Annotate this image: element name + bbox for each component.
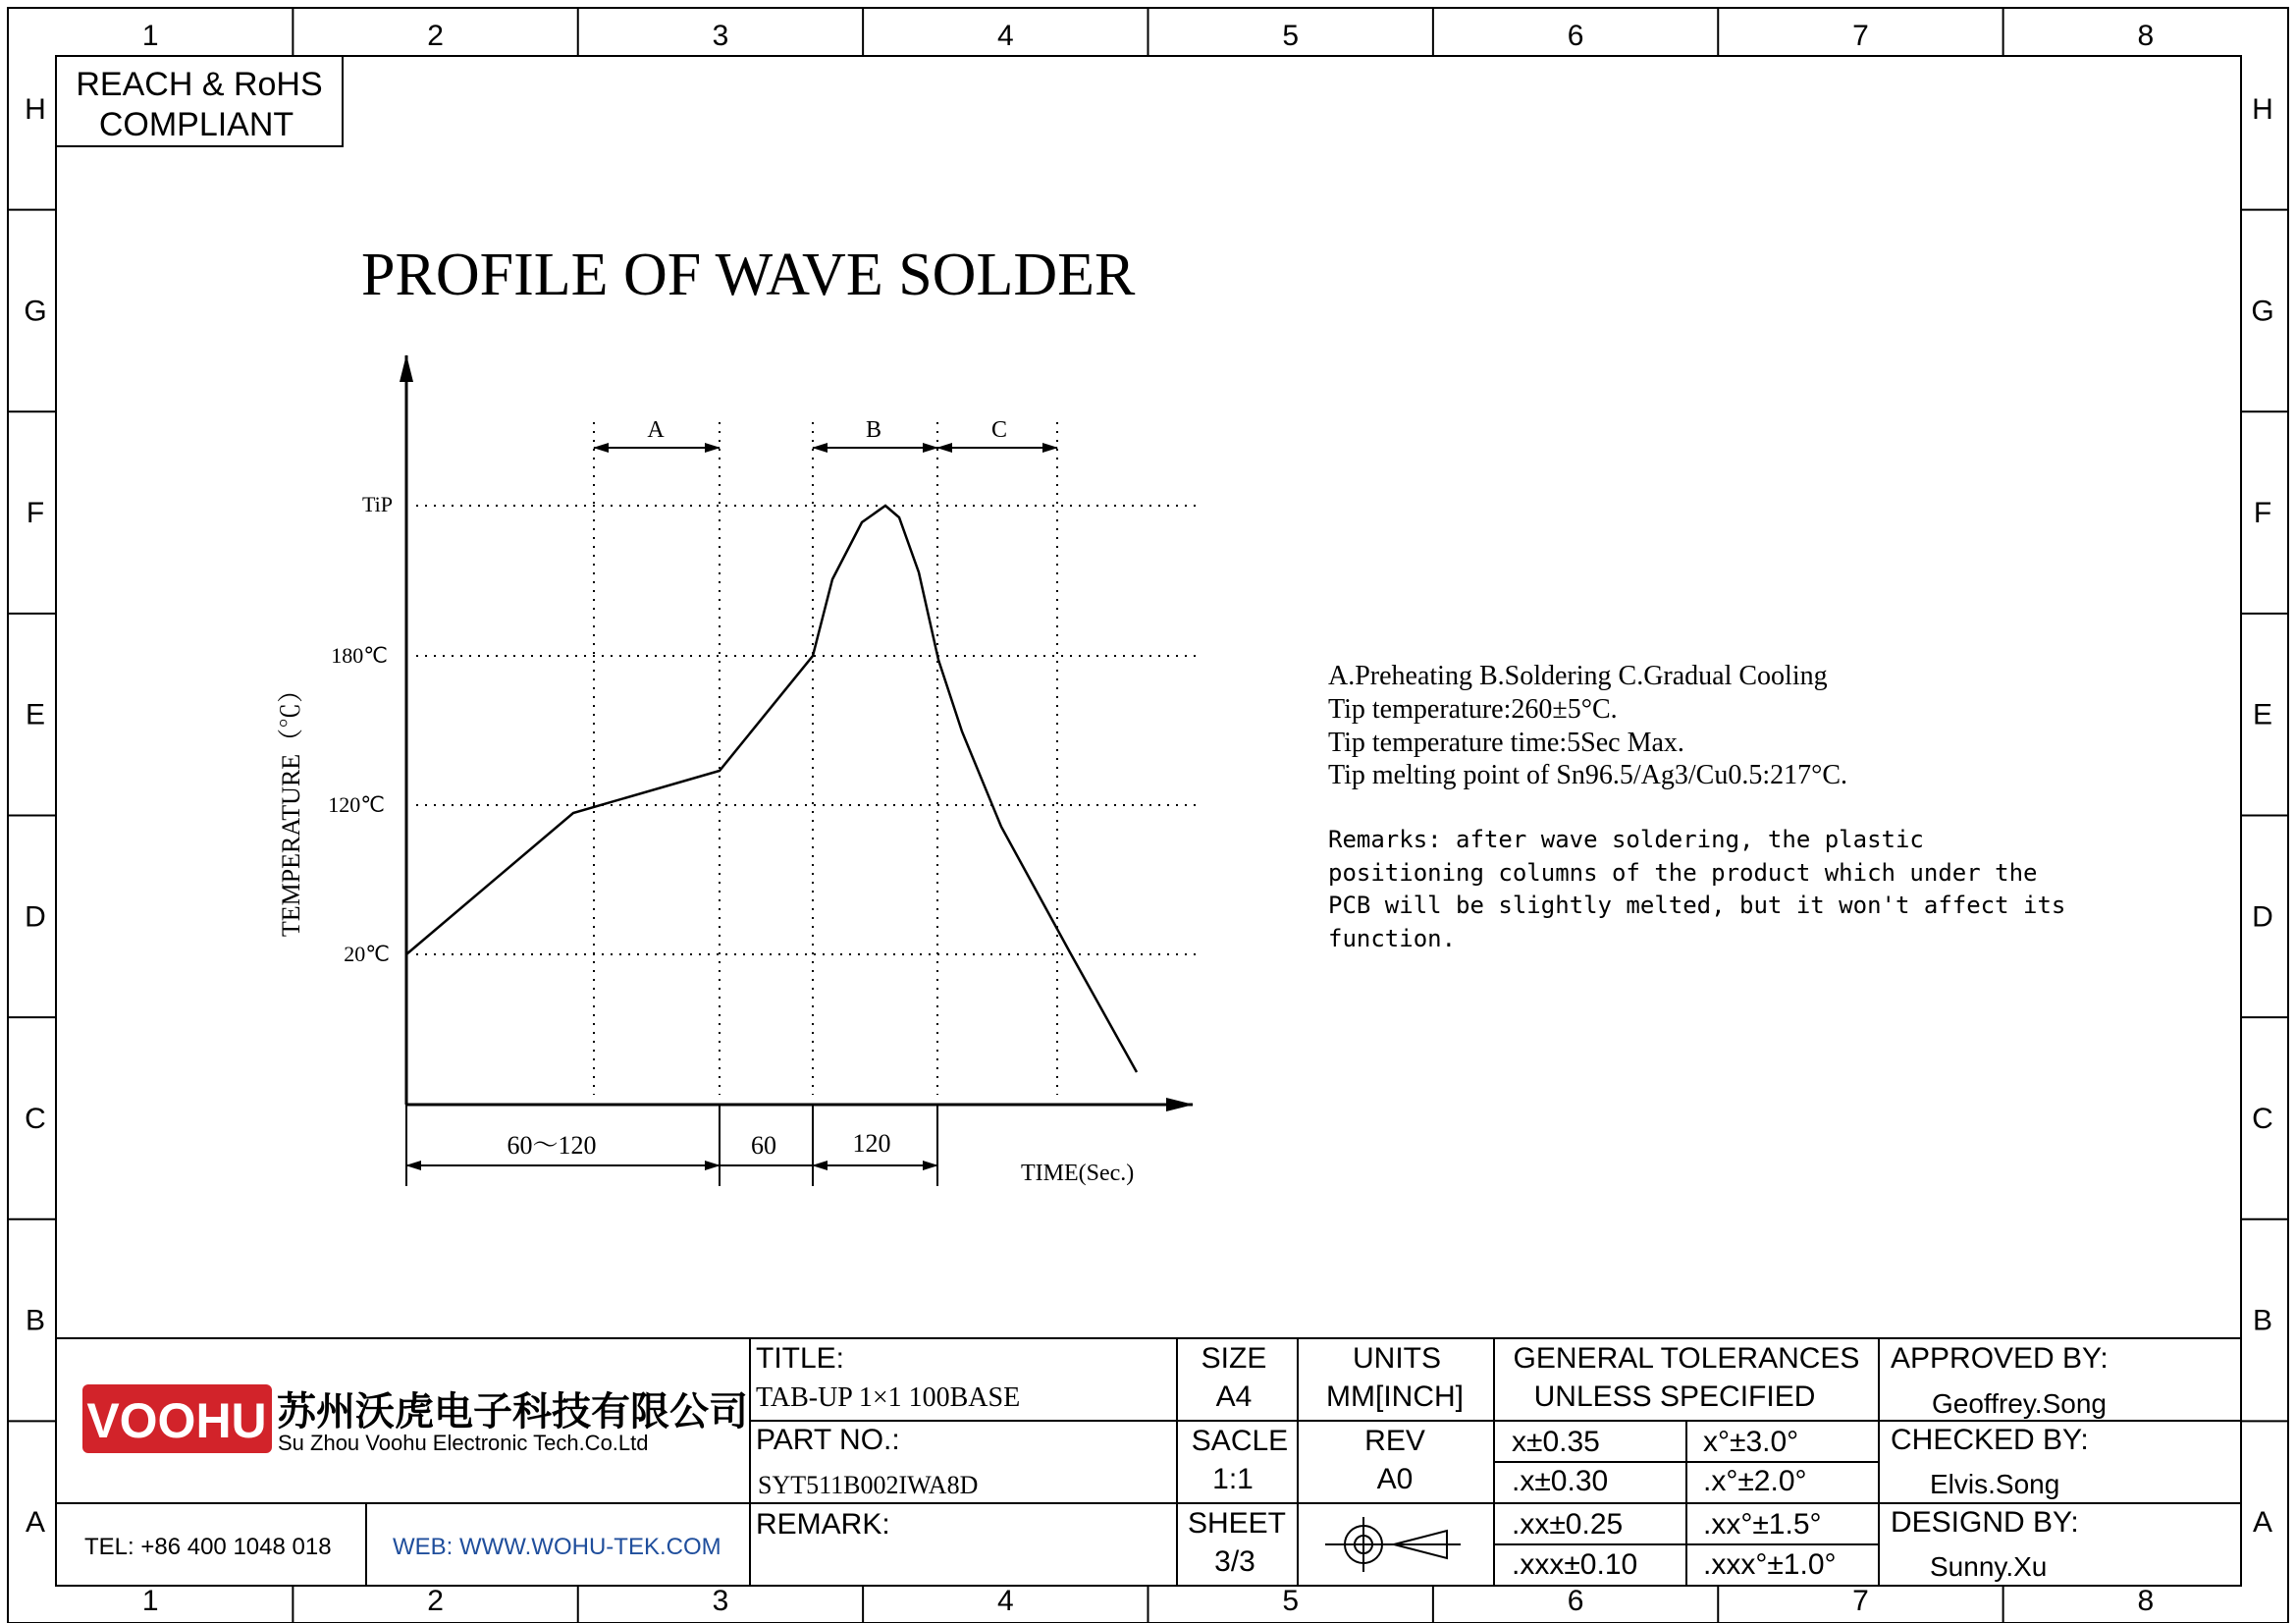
approved-name: Geoffrey.Song bbox=[1932, 1388, 2107, 1419]
angular-tolerance: x°±3.0° bbox=[1703, 1426, 1799, 1458]
linear-tolerance: .x±0.30 bbox=[1512, 1465, 1609, 1497]
bottom-column-label: 5 bbox=[1282, 1585, 1300, 1617]
size-value: A4 bbox=[1215, 1380, 1253, 1413]
left-row-label: D bbox=[25, 900, 46, 934]
top-column-label: 5 bbox=[1282, 20, 1300, 52]
zone-b-label: B bbox=[865, 417, 882, 443]
note-line-2: Tip temperature:260±5°C. bbox=[1328, 694, 1618, 725]
compliance-line1: REACH & RoHS bbox=[76, 66, 323, 103]
remark-line-3: PCB will be slightly melted, but it won't affect its bbox=[1328, 892, 2066, 919]
duration-label-gap: 60 bbox=[751, 1131, 776, 1160]
company-web: WEB: WWW.WOHU-TEK.COM bbox=[393, 1534, 721, 1560]
remarks bbox=[1328, 826, 2065, 952]
right-row-label: B bbox=[2252, 1304, 2273, 1337]
left-row-label: H bbox=[25, 92, 46, 126]
angular-tolerance: .xxx°±1.0° bbox=[1703, 1548, 1837, 1581]
process-notes bbox=[1328, 661, 1847, 790]
top-column-label: 4 bbox=[996, 20, 1014, 52]
rev-value: A0 bbox=[1376, 1463, 1414, 1495]
checked-name: Elvis.Song bbox=[1930, 1469, 2060, 1499]
duration-label-a: 60～120 bbox=[507, 1131, 597, 1160]
bottom-column-label: 3 bbox=[712, 1585, 729, 1617]
top-column-label: 1 bbox=[141, 20, 159, 52]
temp-label-20: 20℃ bbox=[344, 942, 390, 966]
duration-label-b: 120 bbox=[852, 1129, 891, 1158]
right-row-label: F bbox=[2253, 497, 2272, 530]
part-no-value: SYT511B002IWA8D bbox=[758, 1471, 979, 1499]
left-row-label: E bbox=[25, 698, 46, 731]
zone-gridlines bbox=[594, 422, 1057, 1095]
left-row-label: G bbox=[24, 295, 47, 328]
tolerance-title-2: UNLESS SPECIFIED bbox=[1533, 1380, 1816, 1413]
company-name-cn: 苏州沃虎电子科技有限公司 bbox=[277, 1390, 748, 1434]
rev-label: REV bbox=[1364, 1425, 1425, 1457]
note-line-3: Tip temperature time:5Sec Max. bbox=[1328, 728, 1684, 758]
remark-line-4: function. bbox=[1328, 925, 1457, 952]
title-block bbox=[56, 1338, 2241, 1586]
title-value: TAB-UP 1×1 100BASE bbox=[756, 1382, 1021, 1413]
units-label: UNITS bbox=[1353, 1342, 1441, 1375]
zone-a-label: A bbox=[647, 417, 665, 443]
top-column-label: 2 bbox=[427, 20, 444, 52]
company-name-en: Su Zhou Voohu Electronic Tech.Co.Ltd bbox=[278, 1431, 649, 1455]
left-row-label: A bbox=[25, 1506, 46, 1540]
right-row-label: C bbox=[2252, 1102, 2273, 1135]
projection-symbol-icon bbox=[1325, 1517, 1461, 1572]
note-line-1: A.Preheating B.Soldering C.Gradual Cooling bbox=[1328, 661, 1828, 691]
linear-tolerance: .xxx±0.10 bbox=[1512, 1548, 1638, 1581]
linear-tolerance: .xx±0.25 bbox=[1512, 1508, 1624, 1541]
units-value: MM[INCH] bbox=[1326, 1380, 1464, 1413]
sheet-value: 3/3 bbox=[1214, 1545, 1255, 1578]
top-column-label: 8 bbox=[2137, 20, 2155, 52]
compliance-line2: COMPLIANT bbox=[98, 106, 294, 143]
scale-label: SACLE bbox=[1191, 1425, 1289, 1457]
remark-label: REMARK: bbox=[756, 1508, 890, 1541]
temperature-gridlines bbox=[416, 506, 1196, 954]
remark-line-1: Remarks: after wave soldering, the plastic bbox=[1328, 826, 1924, 853]
bottom-column-label: 4 bbox=[996, 1585, 1014, 1617]
zone-c-label: C bbox=[990, 417, 1008, 443]
logo-text: VOOHU bbox=[86, 1393, 267, 1448]
bottom-column-label: 2 bbox=[427, 1585, 444, 1617]
left-row-label: C bbox=[25, 1102, 46, 1135]
temp-label-180: 180℃ bbox=[331, 643, 388, 668]
temp-label-tip: TiP bbox=[361, 492, 393, 516]
top-column-label: 7 bbox=[1852, 20, 1869, 52]
right-row-label: A bbox=[2252, 1506, 2273, 1540]
temp-label-120: 120℃ bbox=[328, 792, 385, 817]
profile-curve bbox=[406, 506, 1137, 1072]
linear-tolerance: x±0.35 bbox=[1512, 1426, 1600, 1458]
bottom-column-label: 1 bbox=[141, 1585, 159, 1617]
note-line-4: Tip melting point of Sn96.5/Ag3/Cu0.5:217°C. bbox=[1328, 760, 1848, 790]
size-label: SIZE bbox=[1201, 1342, 1267, 1375]
scale-value: 1:1 bbox=[1212, 1463, 1254, 1495]
part-no-label: PART NO.: bbox=[756, 1424, 900, 1456]
left-row-label: F bbox=[26, 497, 45, 530]
right-row-label: E bbox=[2252, 698, 2273, 731]
remark-line-2: positioning columns of the product which under the bbox=[1328, 859, 2038, 887]
x-axis-label: TIME(Sec.) bbox=[1021, 1161, 1135, 1186]
angular-tolerance: .xx°±1.5° bbox=[1703, 1508, 1822, 1541]
designed-label: DESIGND BY: bbox=[1891, 1506, 2079, 1539]
checked-label: CHECKED BY: bbox=[1891, 1424, 2089, 1456]
bottom-column-label: 8 bbox=[2137, 1585, 2155, 1617]
right-row-label: D bbox=[2252, 900, 2273, 934]
top-column-label: 6 bbox=[1567, 20, 1584, 52]
approved-label: APPROVED BY: bbox=[1891, 1342, 2109, 1375]
designed-name: Sunny.Xu bbox=[1930, 1551, 2048, 1582]
solder-profile-chart bbox=[277, 355, 1196, 1186]
drawing-title: PROFILE OF WAVE SOLDER bbox=[361, 242, 1136, 308]
right-row-label: G bbox=[2251, 295, 2274, 328]
top-column-label: 3 bbox=[712, 20, 729, 52]
title-label: TITLE: bbox=[756, 1342, 845, 1375]
company-tel: TEL: +86 400 1048 018 bbox=[84, 1534, 332, 1560]
bottom-column-label: 6 bbox=[1567, 1585, 1584, 1617]
company-logo bbox=[82, 1384, 272, 1453]
angular-tolerance: .x°±2.0° bbox=[1703, 1465, 1807, 1497]
sheet-label: SHEET bbox=[1187, 1507, 1287, 1540]
tolerance-title-1: GENERAL TOLERANCES bbox=[1513, 1342, 1860, 1375]
right-row-label: H bbox=[2252, 92, 2273, 126]
compliance-box bbox=[56, 56, 343, 146]
left-row-label: B bbox=[25, 1304, 46, 1337]
bottom-column-label: 7 bbox=[1852, 1585, 1869, 1617]
y-axis-label: TEMPERATURE（℃） bbox=[277, 676, 305, 938]
